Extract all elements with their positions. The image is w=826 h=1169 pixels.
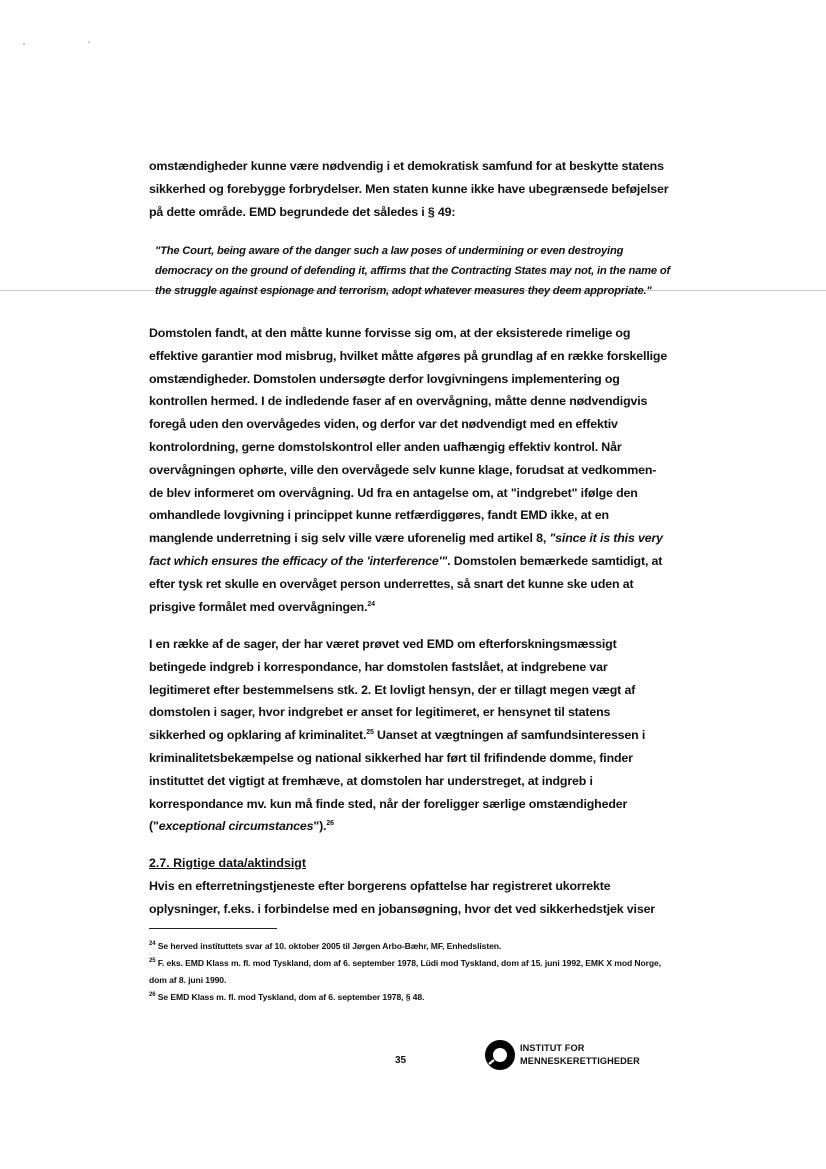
paragraph-2-text xyxy=(149,322,669,618)
institute-name xyxy=(520,1042,640,1068)
paragraph-2-quote: "since it is this very fact which ensures the efficacy of the 'interference'" xyxy=(149,531,663,568)
paragraph-3-part-b: Uanset at vægtningen af samfundsinteressen i kriminalitetsbekæmpelse og national sikkerhed har ført til frifindende domme, finder instituttet det vigtigt at fremhæve, at domstolen har understreget, at indgreb i korrespondance mv. kun må finde sted, når der foreligger særlige omstændigheder (" xyxy=(149,728,646,834)
paragraph-1 xyxy=(149,155,669,223)
footnote xyxy=(149,938,669,955)
footnote-number: 26 xyxy=(149,992,156,999)
institute-logo-icon xyxy=(484,1039,516,1071)
page-number: 35 xyxy=(395,1055,407,1066)
logo-line-1: INSTITUT FOR xyxy=(520,1043,585,1053)
footnote-number: 25 xyxy=(149,958,156,965)
section-heading: 2.7. Rigtige data/aktindsigt xyxy=(149,856,306,870)
footnote-number: 24 xyxy=(149,941,156,948)
paragraph-3 xyxy=(149,633,669,838)
paragraph-2 xyxy=(149,322,669,618)
footnote xyxy=(149,989,669,1006)
footnote-text: Se herved instituttets svar af 10. oktober 2005 til Jørgen Arbo-Bæhr, MF, Enhedslisten. xyxy=(157,941,502,951)
paragraph-2-part-b: . Domstolen bemærkede samtidigt, at efter tysk ret skulle en overvåget person underrettes, så snart det kunne ske uden at prisgive formålet med overvågningen. xyxy=(149,553,663,614)
paragraph-4 xyxy=(149,875,669,921)
footnotes xyxy=(149,938,669,1006)
footnote-ref-24: 24 xyxy=(367,600,375,608)
scan-artifact xyxy=(23,43,25,45)
paragraph-3-part-a: I en række af de sager, der har været prøvet ved EMD om efterforskningsmæssigt betingede indgreb i korrespondance, har domstolen fastslået, at indgrebene var legitimeret efter bestemmelsens stk. 2. Et lovligt hensyn, der er tillagt megen vægt af domstolen i sager, hvor indgrebet er anset for legitimeret, er hensynet til statens sikkerhed og opklaring af kriminalitet. xyxy=(149,637,636,743)
footnote-ref-26: 26 xyxy=(326,820,334,828)
paragraph-3-italic: exceptional circumstances xyxy=(158,819,314,834)
footnote-ref-25: 25 xyxy=(366,729,374,737)
paragraph-2-part-a: Domstolen fandt, at den måtte kunne forvisse sig om, at der eksisterede rimelige og effektive garantier mod misbrug, hvilket måtte afgøres på grundlag af en række forskellige omstændigheder. Domstolen undersøgte derfor lovgivningens implementering og kontrollen hermed. I de indledende faser af en overvågning, måtte denne nødvendigvis foregå uden den overvågedes viden, og derfor var det nødvendigt med en effektiv kontrolordning, gerne domstolskontrol eller anden uafhængig effektiv kontrol. Når overvågningen ophørte, ville den overvågede selv kunne klage, forudsat at vedkommen-de blev informeret om overvågning. Ud fra en antagelse om, at "indgrebet" ifølge den omhandlede lovgivning i princippet kunne retfærdiggøres, fandt EMD ikke, at en manglende underretning i sig selv ville være uforenelig med artikel 8, xyxy=(149,326,668,546)
paragraph-4-text: Hvis en efterretningstjeneste efter borgerens opfattelse har registreret ukorrekte oplysninger, f.eks. i forbindelse med en jobansøgning, hvor det ved sikkerhedstjek viser xyxy=(149,879,655,916)
footnote xyxy=(149,955,669,989)
footnote-text: Se EMD Klass m. fl. mod Tyskland, dom af 6. september 1978, § 48. xyxy=(157,992,425,1002)
footnote-separator xyxy=(149,928,277,929)
block-quote: "The Court, being aware of the danger such a law poses of undermining or even destroying democracy on the ground of defending it, affirms that the Contracting States may not, in the name of the struggle against espionage and terrorism, adopt whatever measures they deem appropriate." xyxy=(155,245,670,297)
paragraph-3-text xyxy=(149,633,669,838)
footnote-text: F. eks. EMD Klass m. fl. mod Tyskland, dom af 6. september 1978, Lüdi mod Tyskland, dom af 15. juni 1992, EMK X mod Norge, dom af 8. juni 1990. xyxy=(149,958,662,985)
paragraph-1-text: omstændigheder kunne være nødvendig i et demokratisk samfund for at beskytte statens sikkerhed og forebygge forbrydelser. Men staten kunne ikke have ubegrænsede beføjelser på dette område. EMD begrundede det således i § 49: xyxy=(149,159,669,219)
logo-line-2: MENNESKERETTIGHEDER xyxy=(520,1056,640,1066)
paragraph-3-part-c: "). xyxy=(313,819,327,834)
scan-artifact xyxy=(88,41,90,43)
